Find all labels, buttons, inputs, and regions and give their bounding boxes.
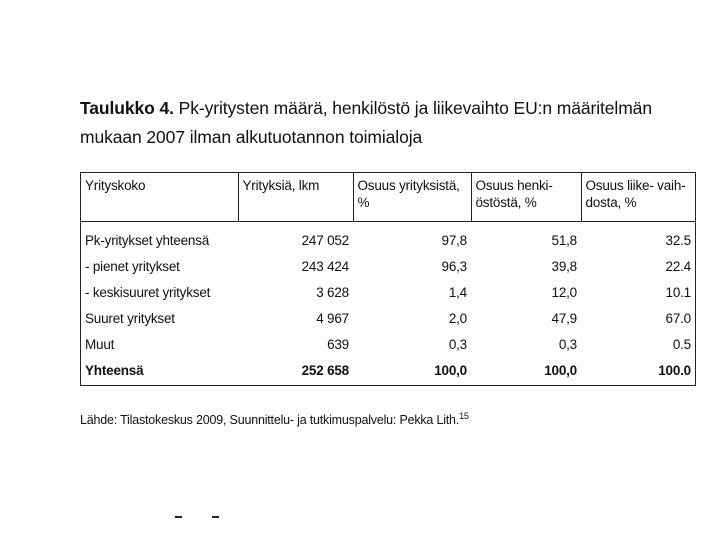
cell-share-companies: 96,3 [441,258,467,274]
table-row [81,331,695,357]
table-caption [80,94,700,152]
cell-share-companies: 97,8 [441,232,467,248]
row-label: Yhteensä [85,362,144,378]
source-text: Lähde: Tilastokeskus 2009, Suunnittelu- ja tutkimuspalvelu: Pekka Lith. [80,413,460,428]
data-table [81,173,695,383]
row-label: Suuret yritykset [85,310,175,326]
header-share-companies: Osuus yrityksistä, % [353,173,471,221]
table-row-total [81,357,695,383]
cell-share-companies: 2,0 [448,310,467,326]
cell-share-staff: 39,8 [551,258,577,274]
source-note [80,411,469,427]
statistics-table [80,172,696,386]
row-label: - pienet yritykset [85,258,180,274]
row-label: Muut [85,336,115,352]
cell-share-companies: 100,0 [434,362,467,378]
caption-text: Pk-yritysten määrä, henkilöstö ja liikevaihto EU:n määritelmän mukaan 2007 ilman alkutuotannon toimialoja [80,98,652,147]
caption-label: Taulukko 4. [80,98,174,118]
row-label: - keskisuuret yritykset [85,284,211,300]
cell-share-staff: 100,0 [544,362,577,378]
cell-count: 4 967 [316,310,349,326]
cell-count: 243 424 [301,258,349,274]
source-ref: 15 [459,411,469,421]
table-row [81,221,695,253]
page-mark [212,516,219,518]
header-company-count: Yrityksiä, lkm [238,173,353,221]
cell-share-revenue: 32.5 [665,232,691,248]
cell-share-revenue: 67.0 [665,310,691,326]
cell-share-revenue: 100.0 [658,362,691,378]
header-share-staff: Osuus henki-östöstä, % [471,173,581,221]
table-row [81,253,695,279]
cell-share-revenue: 10.1 [665,284,691,300]
cell-share-revenue: 0.5 [672,336,691,352]
cell-share-revenue: 22.4 [665,258,691,274]
cell-count: 252 658 [301,362,349,378]
cell-count: 639 [327,336,349,352]
table-row [81,305,695,331]
cell-share-companies: 0,3 [448,336,467,352]
header-row [81,173,695,221]
cell-share-staff: 12,0 [551,284,577,300]
cell-count: 247 052 [301,232,349,248]
cell-count: 3 628 [316,284,349,300]
header-share-revenue: Osuus liike- vaih-dosta, % [581,173,695,221]
table-row [81,279,695,305]
page-mark [175,516,182,518]
row-label: Pk-yritykset yhteensä [85,232,210,248]
cell-share-staff: 51,8 [551,232,577,248]
cell-share-staff: 0,3 [558,336,577,352]
cell-share-companies: 1,4 [448,284,467,300]
cell-share-staff: 47,9 [551,310,577,326]
header-company-size: Yrityskoko [81,173,238,221]
